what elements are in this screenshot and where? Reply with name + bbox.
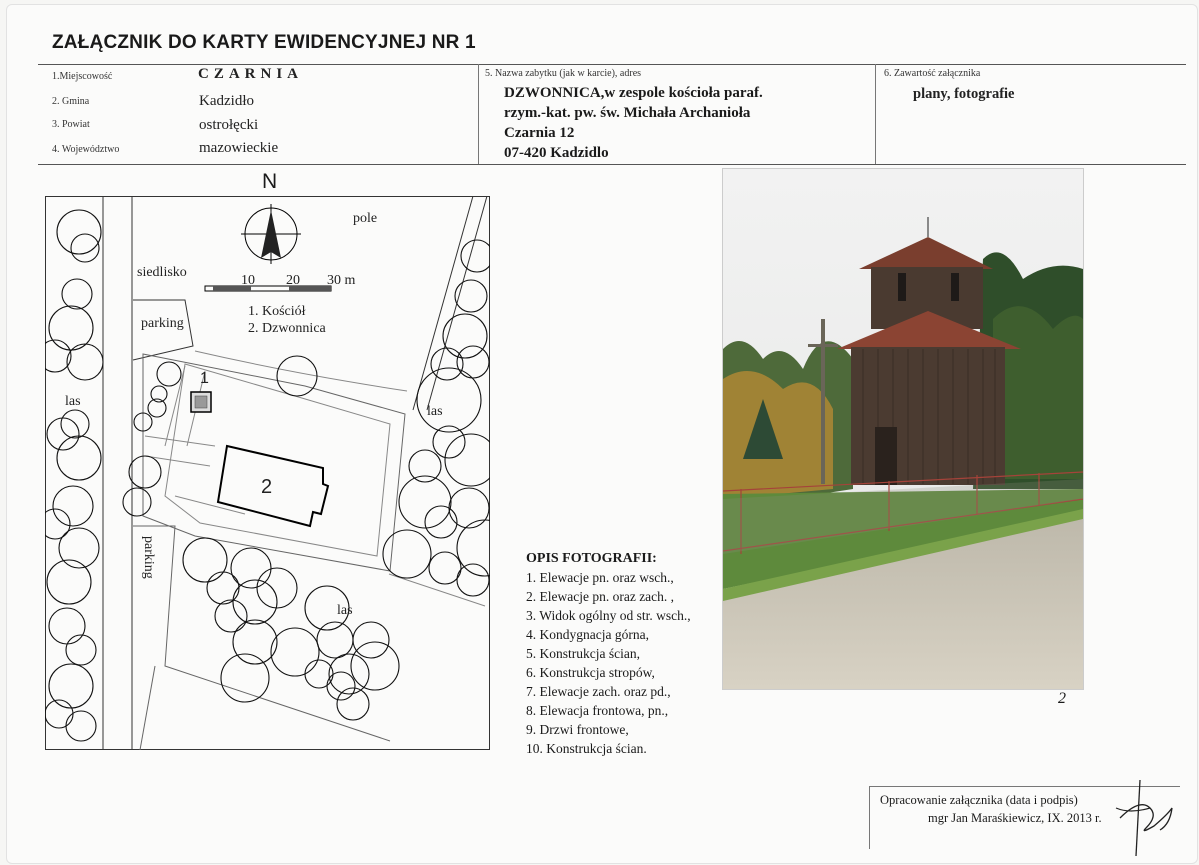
field-label-powiat: 3. Powiat xyxy=(52,119,90,130)
monument-name-line-2: rzym.-kat. pw. św. Michała Archanioła xyxy=(504,105,751,121)
document-title: ZAŁĄCZNIK DO KARTY EWIDENCYJNEJ NR 1 xyxy=(52,32,476,53)
header-rule-top xyxy=(38,64,1186,65)
photo-description-item: 6. Konstrukcja stropów, xyxy=(526,665,655,680)
header-divider-1 xyxy=(478,64,479,164)
preparation-author: mgr Jan Maraśkiewicz, IX. 2013 r. xyxy=(928,811,1102,825)
plan-marker-1: 1 xyxy=(200,370,209,387)
path-west-2 xyxy=(145,456,210,466)
legend-item-2: 2. Dzwonnica xyxy=(248,321,326,336)
church-building xyxy=(218,446,328,526)
photo-description-item: 7. Elewacje zach. oraz pd., xyxy=(526,684,671,699)
field-value-miejscowosc: CZARNIA xyxy=(198,66,304,82)
photo-description-item: 10. Konstrukcja ścian. xyxy=(526,741,647,756)
area-label-las-left: las xyxy=(65,394,81,409)
north-letter: N xyxy=(262,170,278,193)
parking-lower-edge xyxy=(140,666,155,750)
path-west-1 xyxy=(145,436,215,446)
header-divider-2 xyxy=(875,64,876,164)
path-north-1 xyxy=(165,366,185,446)
monument-address-postal: 07-420 Kadzidlo xyxy=(504,145,609,161)
scale-bar xyxy=(205,286,331,291)
area-label-siedlisko: siedlisko xyxy=(137,265,187,280)
area-label-parking-top: parking xyxy=(141,316,184,331)
handwritten-signature xyxy=(1110,778,1180,858)
site-plan xyxy=(45,196,490,750)
field-value-gmina: Kadzidło xyxy=(199,93,254,109)
north-arrow xyxy=(241,204,301,264)
scale-label-20: 20 xyxy=(286,273,300,288)
preparation-label: Opracowanie załącznika (data i podpis) xyxy=(880,793,1078,807)
photo-number: 2 xyxy=(1058,690,1066,707)
area-label-parking-side: parking xyxy=(141,536,156,579)
photo-description-item: 8. Elewacja frontowa, pn., xyxy=(526,703,669,718)
bell-tower-photo xyxy=(722,168,1084,690)
field-value-powiat: ostrołęcki xyxy=(199,117,259,133)
bell-tower-inner xyxy=(195,396,207,408)
plan-frame xyxy=(46,197,490,750)
monument-name-line-1: DZWONNICA,w zespole kościoła paraf. xyxy=(504,85,763,101)
photo-description-heading: OPIS FOTOGRAFII: xyxy=(526,551,657,566)
field-label-miejscowosc: 1.Miejscowość xyxy=(52,71,113,82)
photo-description xyxy=(526,549,691,758)
scale-label-10: 10 xyxy=(241,273,255,288)
monument-address-street: Czarnia 12 xyxy=(504,125,575,141)
photo-description-item: 9. Drzwi frontowe, xyxy=(526,722,629,737)
photo-description-item: 2. Elewacje pn. oraz zach. , xyxy=(526,589,675,604)
road-right-edge-1 xyxy=(413,196,473,410)
monument-label: 5. Nazwa zabytku (jak w karcie), adres xyxy=(485,68,642,79)
path-east xyxy=(389,574,485,606)
church-yard-outer xyxy=(143,354,405,571)
photo-description-item: 4. Kondygnacja górna, xyxy=(526,627,649,642)
area-label-las-bottom: las xyxy=(337,603,353,618)
photo-description-item: 1. Elewacje pn. oraz wsch., xyxy=(526,570,674,585)
photo-description-item: 3. Widok ogólny od str. wsch., xyxy=(526,608,691,623)
plan-marker-2: 2 xyxy=(261,476,273,498)
area-label-pole: pole xyxy=(353,211,378,226)
photo-description-item: 5. Konstrukcja ścian, xyxy=(526,646,640,661)
header-rule-bottom xyxy=(38,164,1186,165)
contents-label: 6. Zawartość załącznika xyxy=(884,68,981,79)
contents-value: plany, fotografie xyxy=(913,86,1015,102)
field-label-wojewodztwo: 4. Województwo xyxy=(52,144,120,155)
field-label-gmina: 2. Gmina xyxy=(52,96,90,107)
legend-item-1: 1. Kościół xyxy=(248,304,306,319)
area-label-las-right: las xyxy=(427,404,443,419)
scale-label-30: 30 m xyxy=(327,273,356,288)
field-value-wojewodztwo: mazowieckie xyxy=(199,140,279,156)
